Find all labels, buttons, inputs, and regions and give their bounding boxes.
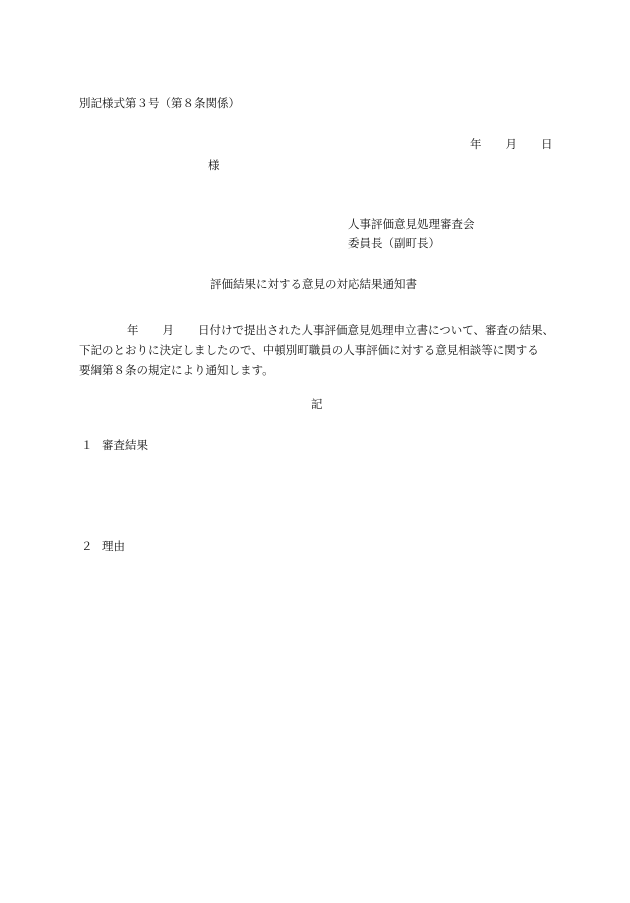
ki-heading: 記 xyxy=(311,397,323,411)
sender-committee: 人事評価意見処理審査会 xyxy=(348,217,475,231)
item-review-result xyxy=(81,440,148,452)
date-line xyxy=(470,139,553,151)
item-reason xyxy=(81,541,125,553)
item-number: ２ xyxy=(81,539,93,553)
body-month: 月 xyxy=(162,323,174,337)
item-number: １ xyxy=(81,438,93,452)
body-paragraph xyxy=(79,320,559,380)
body-line-1-text: 日付けで提出された人事評価意見処理申立書について、審査の結果、 xyxy=(198,323,555,337)
date-month: 月 xyxy=(505,137,517,151)
form-number: 別記様式第３号（第８条関係） xyxy=(79,96,240,110)
document-title: 評価結果に対する意見の対応結果通知書 xyxy=(210,277,417,291)
recipient-suffix: 様 xyxy=(208,158,220,172)
body-line-3: 要綱第８条の規定により通知します。 xyxy=(79,363,274,377)
date-year: 年 xyxy=(470,137,482,151)
body-line-2: 下記のとおりに決定しましたので、中頓別町職員の人事評価に対する意見相談等に関する xyxy=(79,343,539,357)
item-label: 理由 xyxy=(102,539,125,553)
item-label: 審査結果 xyxy=(102,438,148,452)
body-line-1 xyxy=(79,320,559,340)
body-year: 年 xyxy=(127,323,139,337)
date-day: 日 xyxy=(541,137,553,151)
sender-chair: 委員長（副町長） xyxy=(348,236,440,250)
